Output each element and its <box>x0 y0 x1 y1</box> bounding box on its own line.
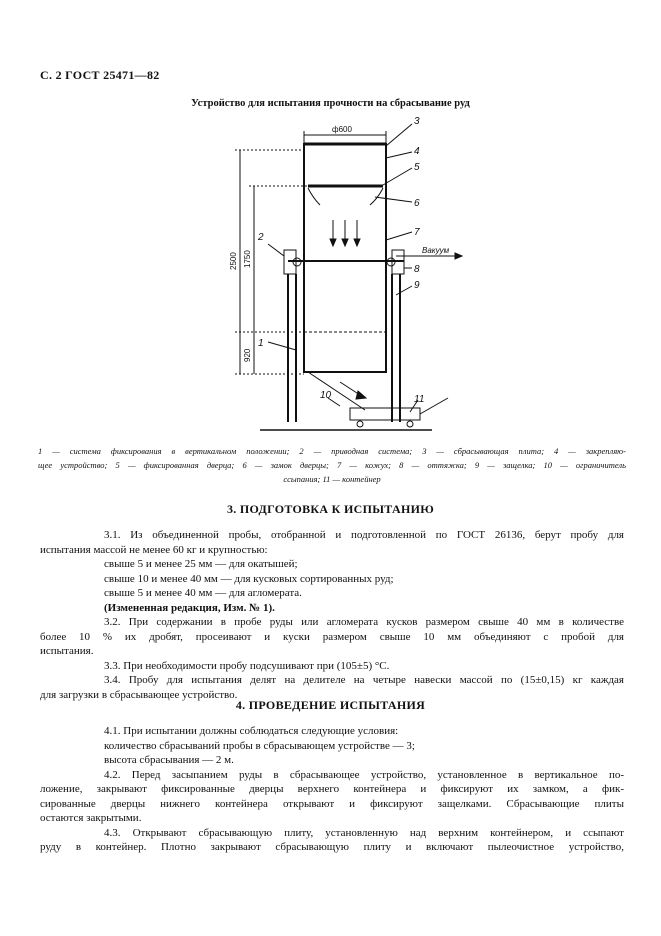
caption-line: ссыпания; 11 — контейнер <box>283 474 381 484</box>
paragraph-line: испытания. <box>40 645 94 657</box>
paragraph-line: 4.2. Перед засыпанием руды в сбрасывающее устройство, установленное в вертикальное по- <box>104 768 624 781</box>
section-3-title: 3. ПОДГОТОВКА К ИСПЫТАНИЮ <box>226 502 435 516</box>
callout-8: 8 <box>414 264 420 275</box>
paragraph-line: количество сбрасываний пробы в сбрасывающем устройстве — 3; <box>104 739 415 752</box>
paragraph-line: руду в контейнер. Плотно закрывают сбрасывающую плиту и включают пылеочистное устройство, <box>40 841 624 853</box>
vacuum-label: Вакуум <box>422 246 450 255</box>
figure-title: Устройство для испытания прочности на сбрасывание руд <box>191 98 470 109</box>
callout-4: 4 <box>414 146 420 157</box>
caption-line: щее устройство; 5 — фиксированная дверца; 6 — замок дверцы; 7 — кожух; 8 — оттяжка; 9 — защелка; 10 — ограничитель <box>38 460 626 470</box>
section-3-body <box>40 528 624 702</box>
callout-6: 6 <box>414 198 420 209</box>
dim-total-label: 2500 <box>229 252 238 270</box>
list-item: свыше 10 и менее 40 мм — для кусковых сортированных руд; <box>104 572 394 585</box>
paragraph-line: 3.4. Пробу для испытания делят на делителе на четыре навески массой по (15±0,15) кг каждая <box>104 674 624 686</box>
callout-2: 2 <box>258 232 264 243</box>
paragraph-line: ложение, закрывают фиксированные дверцы верхнего контейнера и фиксируют их замком, а фик- <box>40 783 624 795</box>
paragraph-line: сированные дверцы нижнего контейнера открывают и фиксируют защелками. Сбрасывающие плиты <box>40 797 624 810</box>
drop-test-device-drawing <box>200 110 470 440</box>
caption-line: 1 — система фиксирования в вертикальном положении; 2 — приводная система; 3 — сбрасывающая плита; 4 — закрепляю- <box>38 446 626 456</box>
paragraph-line: испытания массой не менее 60 кг и крупностью: <box>40 543 268 556</box>
dim-lower-label: 920 <box>243 348 252 362</box>
callout-10: 10 <box>320 390 332 401</box>
figure-caption <box>38 444 626 486</box>
paragraph-line: 3.1. Из объединенной пробы, отобранной и подготовленной по ГОСТ 26136, берут пробу для <box>104 529 624 541</box>
callout-11: 11 <box>414 394 425 405</box>
callout-9: 9 <box>414 280 420 291</box>
page-header: С. 2 ГОСТ 25471—82 <box>40 68 160 82</box>
paragraph-line: 4.1. При испытании должны соблюдаться следующие условия: <box>104 725 399 737</box>
section-4-body <box>40 724 624 855</box>
callout-5: 5 <box>414 162 420 173</box>
paragraph-line: 3.3. При необходимости пробу подсушивают при (105±5) °С. <box>104 659 390 672</box>
container-cart <box>350 408 420 420</box>
paragraph-line: более 10 % их дробят, просеивают и куски размером свыше 10 мм объединяют с пробой для <box>40 630 624 643</box>
fixed-door-right <box>370 188 383 205</box>
paragraph-line: остаются закрытыми. <box>40 812 142 824</box>
paragraph-line: 4.3. Открывают сбрасывающую плиту, установленную над верхним контейнером, и ссыпают <box>104 826 624 839</box>
callout-7: 7 <box>414 227 420 238</box>
list-item: свыше 5 и менее 40 мм — для агломерата. <box>104 587 302 599</box>
section-4-title: 4. ПРОВЕДЕНИЕ ИСПЫТАНИЯ <box>235 698 426 712</box>
callout-3: 3 <box>414 116 420 127</box>
paragraph-line: 3.2. При содержании в пробе руды или агломерата кусков размером свыше 40 мм в количестве <box>104 616 624 628</box>
lower-container <box>304 261 386 372</box>
list-item: свыше 5 и менее 25 мм — для окатышей; <box>104 558 298 570</box>
dim-upper-label: 1750 <box>243 250 252 268</box>
fixed-door-left <box>308 188 320 205</box>
amendment-note: (Измененная редакция, Изм. № 1). <box>104 601 275 614</box>
discharge-limiter <box>308 372 365 410</box>
callout-1: 1 <box>258 338 264 349</box>
paragraph-line: для загрузки в сбрасывающее устройство. <box>40 688 238 701</box>
paragraph-line: высота сбрасывания — 2 м. <box>104 754 234 766</box>
dim-width-label: ф600 <box>332 125 352 134</box>
